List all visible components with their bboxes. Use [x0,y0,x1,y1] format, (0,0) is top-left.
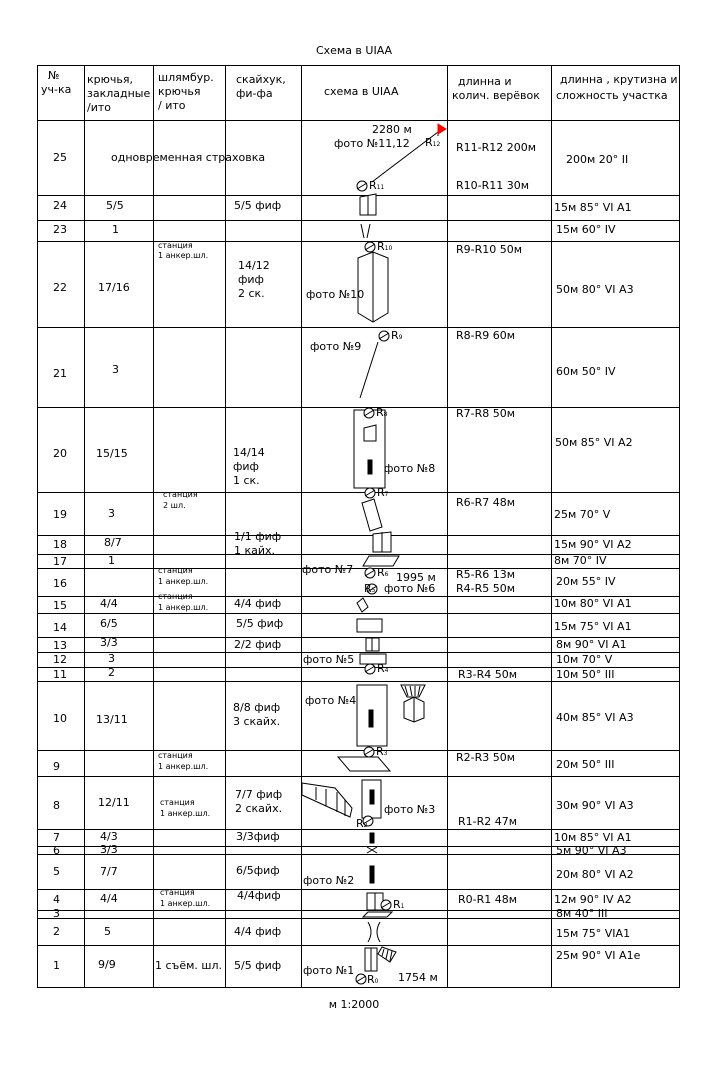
row-20-sky-3: 1 ск. [233,474,260,487]
row-22-hooks: 17/16 [98,281,130,294]
row-8-bolts-1: станция [160,798,195,807]
row-18-length: 15м 90° VI А2 [554,538,632,551]
row-1-sky: 5/5 фиф [234,959,282,972]
row-8-sky-2: 2 скайх. [235,802,283,815]
pitch-icon [357,598,368,612]
row-25-ropes-2: R10-R11 30м [456,179,530,192]
row-25-num: 25 [53,151,67,164]
block-icon [357,619,382,632]
row-15-sky: 4/4 фиф [234,597,282,610]
row-14-hooks: 6/5 [100,617,118,630]
header-hooks-3: /ито [87,101,111,114]
row-10-num: 10 [53,712,67,725]
row-20-sky-2: фиф [233,460,259,473]
station-r9-label: R9 [391,329,403,342]
row-8-hooks: 12/11 [98,796,130,809]
row-21-hooks: 3 [112,363,119,376]
row-16-bolts-2: 1 анкер.шл. [158,577,209,586]
row-19-hooks: 3 [108,507,115,520]
row-12-hooks: 3 [108,652,115,665]
row-9-ropes: R2-R3 50м [456,751,516,764]
row-4-sky: 4/4фиф [237,889,281,902]
row-14-num: 14 [53,621,67,634]
station-r3-label: R3 [376,745,388,758]
row-10-sky-1: 8/8 фиф [233,701,281,714]
row-21-length: 60м 50° IV [556,365,616,378]
altitude-bottom: 1754 м [398,971,438,984]
row-23-hooks: 1 [112,223,119,236]
row-8-sky-1: 7/7 фиф [235,788,283,801]
slab-icon [362,499,382,531]
altitude-mid: 1995 м [396,571,436,584]
row-4-num: 4 [53,893,60,906]
row-8-num: 8 [53,799,60,812]
header-bolts-2: крючья [158,85,201,98]
row-5-hooks: 7/7 [100,865,118,878]
row-19-ropes: R6-R7 48м [456,496,516,509]
row-16-ropes-1: R5-R6 13м [456,568,516,581]
row-18-sky-1: 1/1 фиф [234,530,282,543]
photo-label-6: фото №6 [384,582,436,595]
row-25-length: 200м 20° II [566,153,629,166]
row-22-bolts-2: 1 анкер.шл. [158,251,209,260]
row-18-hooks: 8/7 [104,536,122,549]
row-6-length: 5м 90° VI А3 [556,844,627,857]
row-9-bolts-2: 1 анкер.шл. [158,762,209,771]
row-11-hooks: 2 [108,666,115,679]
station-r8-label: R8 [376,406,388,419]
station-r6-label: R6 [377,566,389,579]
station-r4-label: R4 [377,662,389,675]
row-14-sky: 5/5 фиф [236,617,284,630]
slab-icon [338,757,390,771]
row-2-sky: 4/4 фиф [234,925,282,938]
photo-label-7: фото №7 [302,563,354,576]
row-21-num: 21 [53,367,67,380]
row-12-length: 10м 70° V [556,653,613,666]
row-5-sky: 6/5фиф [236,864,280,877]
ledge-icon [363,912,392,917]
header-hooks-2: закладные [87,87,151,100]
row-2-num: 2 [53,925,60,938]
row-20-ropes: R7-R8 50м [456,407,516,420]
crack-icon [369,710,373,727]
row-22-sky-3: 2 ск. [238,287,265,300]
row-4-bolts-1: станция [160,888,195,897]
row-9-bolts-1: станция [158,751,193,760]
row-13-sky: 2/2 фиф [234,638,282,651]
header-skyhooks-2: фи-фа [236,87,273,100]
row-4-hooks: 4/4 [100,892,118,905]
ledge-icon [363,556,399,566]
row-4-length: 12м 90° IV А2 [554,893,632,906]
row-20-hooks: 15/15 [96,447,128,460]
header-num-2: уч-ка [41,83,72,96]
crack-icon [368,460,372,474]
row-13-hooks: 3/3 [100,636,118,649]
row-19-num: 19 [53,508,67,521]
row-4-ropes: R0-R1 48м [458,893,518,906]
station-r2-label: R2 [356,817,368,830]
photo-label-3: фото №3 [384,803,436,816]
station-r11-label: R11 [369,179,385,192]
row-15-bolts-2: 1 анкер.шл. [158,603,209,612]
row-17-length: 8м 70° IV [554,554,607,567]
row-11-ropes: R3-R4 50м [458,668,518,681]
corner-icon [364,425,376,441]
altitude-top: 2280 м [372,123,412,136]
row-8-length: 30м 90° VI А3 [556,799,634,812]
row-19-bolts-2: 2 шл. [163,501,186,510]
row-1-num: 1 [53,959,60,972]
header-hooks-1: крючья, [87,73,133,86]
photo-label-8: фото №8 [384,462,436,475]
row-16-num: 16 [53,577,67,590]
row-13-length: 8м 90° VI А1 [556,638,627,651]
row-24-sky: 5/5 фиф [234,199,282,212]
station-r5-label: R5 [364,582,376,595]
row-21-ropes: R8-R9 60м [456,329,516,342]
row-25-ropes-1: R11-R12 200м [456,141,537,154]
row-22-sky-1: 14/12 [238,259,270,272]
row-11-num: 11 [53,668,67,681]
overhang-icon [401,685,425,697]
row-2-hooks: 5 [104,925,111,938]
photo-label-2: фото №2 [303,874,355,887]
row-20-sky-1: 14/14 [233,446,265,459]
row-7-sky: 3/3фиф [236,830,280,843]
row-12-num: 12 [53,653,67,666]
row-2-length: 15м 75° VIА1 [556,927,631,940]
row-17-hooks: 1 [108,554,115,567]
row-15-length: 10м 80° VI А1 [554,597,632,610]
row-5-length: 20м 80° VI А2 [556,868,634,881]
row-18-sky-2: 1 кайх. [234,544,276,557]
station-r12-label: R12 [425,136,441,149]
photo-label-11-12: фото №11,12 [334,137,410,150]
row-22-length: 50м 80° VI А3 [556,283,634,296]
row-6-num: 6 [53,844,60,857]
header-bolts-1: шлямбур. [158,71,214,84]
row-13-num: 13 [53,639,67,652]
row-16-bolts-1: станция [158,566,193,575]
row-15-num: 15 [53,599,67,612]
photo-label-5: фото №5 [303,653,355,666]
station-r7-label: R7 [377,486,389,499]
row-8-ropes: R1-R2 47м [458,815,518,828]
photo-label-9: фото №9 [310,340,362,353]
row-24-length: 15м 85° VI А1 [554,201,632,214]
row-15-bolts-1: станция [158,592,193,601]
row-24-num: 24 [53,199,67,212]
photo-label-10: фото №10 [306,288,365,301]
row-19-length: 25м 70° V [554,508,611,521]
row-10-sky-2: 3 скайх. [233,715,281,728]
station-r0-label: R0 [367,973,379,986]
row-23-length: 15м 60° IV [556,223,616,236]
row-20-length: 50м 85° VI А2 [555,436,633,449]
row-25-note: одновременная страховка [111,151,266,164]
crack-icon [370,866,374,883]
photo-label-1: фото №1 [303,964,355,977]
row-22-num: 22 [53,281,67,294]
crack-icon [370,833,374,843]
crack-icon [370,790,374,804]
row-16-length: 20м 55° IV [556,575,616,588]
header-ropes-1: длинна и [458,75,512,88]
row-20-num: 20 [53,447,67,460]
header-bolts-3: / ито [158,99,186,112]
row-1-bolts: 1 съём. шл. [155,959,222,972]
row-1-length: 25м 90° VI А1е [556,949,641,962]
row-9-num: 9 [53,760,60,773]
row-10-length: 40м 85° VI А3 [556,711,634,724]
row-9-length: 20м 50° III [556,758,615,771]
row-8-bolts-2: 1 анкер.шл. [160,809,211,818]
row-15-hooks: 4/4 [100,597,118,610]
row-23-num: 23 [53,223,67,236]
station-r1-label: R1 [393,898,405,911]
header-ropes-2: колич. верёвок [452,89,540,102]
header-length-1: длинна , крутизна и [560,73,678,86]
wall-section-icon [354,410,385,488]
row-16-ropes-2: R4-R5 50м [456,582,516,595]
row-4-bolts-2: 1 анкер.шл. [160,899,211,908]
row-22-ropes: R9-R10 50м [456,243,523,256]
row-17-num: 17 [53,555,67,568]
row-7-length: 10м 85° VI А1 [554,831,632,844]
row-5-num: 5 [53,865,60,878]
row-14-length: 15м 75° VI А1 [554,620,632,633]
header-length-2: сложность участка [556,89,668,102]
row-22-sky-2: фиф [238,273,264,286]
row-22-bolts-1: станция [158,241,193,250]
station-r10-label: R10 [377,240,393,253]
document-title: Схема в UIAA [315,44,393,57]
row-3-length: 8м 40° III [556,907,608,920]
scale-caption: м 1:2000 [328,998,380,1011]
row-1-hooks: 9/9 [98,958,116,971]
row-10-hooks: 13/11 [96,713,128,726]
photo-label-4: фото №4 [305,694,357,707]
row-19-bolts-1: станция [163,490,198,499]
header-skyhooks-1: скайхук, [236,73,286,86]
row-18-num: 18 [53,538,67,551]
header-num-1: № [48,69,60,82]
row-6-hooks: 3/3 [100,843,118,856]
header-scheme: схема в UIAA [324,85,399,98]
summit-flag-icon [438,124,446,134]
row-7-num: 7 [53,831,60,844]
row-3-num: 3 [53,907,60,920]
row-7-hooks: 4/3 [100,830,118,843]
row-24-hooks: 5/5 [106,199,124,212]
row-11-length: 10м 50° III [556,668,615,681]
